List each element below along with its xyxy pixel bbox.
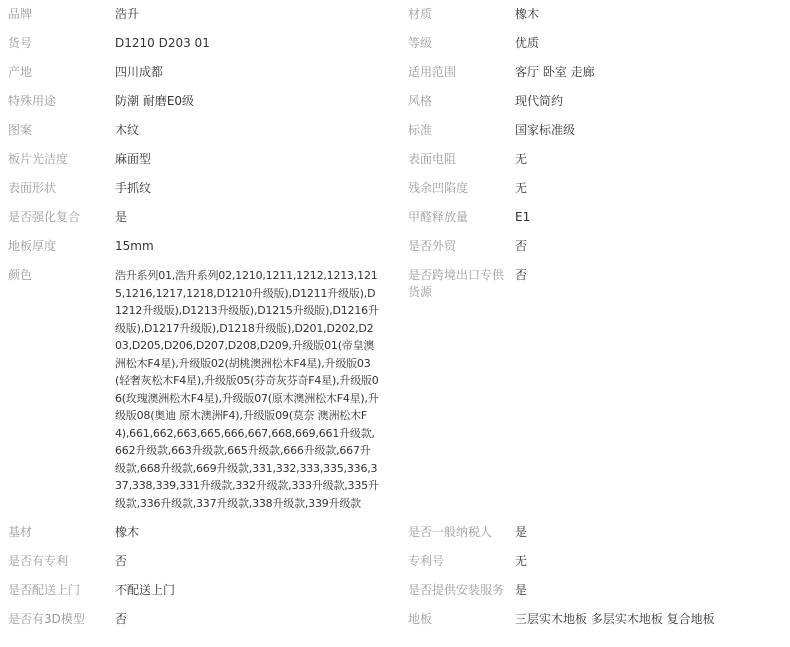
spec-value: 客厅 卧室 走廊	[515, 65, 595, 79]
spec-value: 否	[515, 268, 528, 282]
spec-value: 现代简约	[515, 94, 564, 108]
spec-label: 产地	[8, 65, 33, 79]
spec-label: 是否强化复合	[8, 210, 81, 224]
spec-label: 表面形状	[8, 181, 57, 195]
spec-value: 优质	[515, 36, 540, 50]
spec-value: D1210 D203 01	[115, 36, 210, 50]
spec-value: E1	[515, 210, 531, 224]
spec-value: 防潮 耐磨E0级	[115, 94, 195, 108]
spec-value: 四川成都	[115, 65, 164, 79]
spec-label: 风格	[408, 94, 433, 108]
spec-label: 是否有3D模型	[8, 612, 85, 626]
spec-label: 材质	[408, 7, 433, 21]
spec-value: 是	[115, 210, 128, 224]
spec-label: 专利号	[408, 554, 445, 568]
spec-row-delivery	[0, 576, 790, 605]
spec-row-substrate	[0, 518, 790, 547]
spec-row-origin	[0, 58, 790, 87]
spec-label: 是否外贸	[408, 239, 457, 253]
spec-value: 无	[515, 181, 528, 195]
spec-value: 是	[515, 525, 528, 539]
spec-row-surface-shape	[0, 174, 790, 203]
spec-label: 特殊用途	[8, 94, 57, 108]
spec-label: 货号	[8, 36, 33, 50]
spec-value: 三层实木地板 多层实木地板 复合地板	[515, 612, 715, 626]
spec-value: 否	[115, 554, 128, 568]
spec-value: 否	[115, 612, 128, 626]
spec-row-3d-model	[0, 605, 790, 634]
spec-label: 是否有专利	[8, 554, 69, 568]
spec-value: 橡木	[515, 7, 540, 21]
spec-label: 标准	[408, 123, 433, 137]
spec-value: 是	[515, 583, 528, 597]
spec-label: 地板厚度	[8, 239, 57, 253]
spec-label: 是否配送上门	[8, 583, 81, 597]
spec-label: 地板	[408, 612, 433, 626]
spec-row-special-use	[0, 87, 790, 116]
spec-label: 甲醛释放量	[408, 210, 469, 224]
spec-row-item-number	[0, 29, 790, 58]
spec-value-color-list: 浩升系列01,浩升系列02,1210,1211,1212,1213,1215,1216,1217,1218,D1210升级版),D1211升级版),D1212升级版),D1213升级版),D1215升级版),D1216升级版),D1217升级版),D1218升级版),D201,D202,D203,D205,D206,D207,D208,D209,升级版01(帝皇澳洲松木F4星),升级版02(胡桃澳洲松木F4星),升级版03(轻奢灰松木F4星),升级版05(芬奇灰芬奇F4星),升级版06(玫瑰澳洲松木F4星),升级版07(原木澳洲松木F4星),升级版08(奥迪 原木澳洲F4),升级版09(莫奈 澳洲松木F4),661,662,663,665,666,667,668,669,661升级款,662升级款,663升级款,665升级款,666升级款,667升级款,668升级款,669升级款,331,332,333,335,336,337,338,339,331升级款,332升级款,333升级款,335升级款,336升级款,337升级款,338升级款,339升级款	[115, 269, 379, 510]
spec-label: 表面电阻	[408, 152, 457, 166]
spec-value: 手抓纹	[115, 181, 152, 195]
spec-label: 图案	[8, 123, 33, 137]
spec-row-brand	[0, 0, 790, 29]
spec-label: 适用范围	[408, 65, 457, 79]
spec-value: 木纹	[115, 123, 140, 137]
spec-label: 板片光洁度	[8, 152, 69, 166]
spec-row-thickness	[0, 232, 790, 261]
spec-label: 品牌	[8, 7, 33, 21]
spec-value: 无	[515, 152, 528, 166]
spec-row-color	[0, 261, 790, 518]
spec-value: 不配送上门	[115, 583, 176, 597]
spec-value: 浩升	[115, 7, 140, 21]
spec-label: 残余凹陷度	[408, 181, 469, 195]
spec-value: 麻面型	[115, 152, 152, 166]
spec-label: 颜色	[8, 268, 33, 282]
spec-label: 等级	[408, 36, 433, 50]
spec-label: 是否一般纳税人	[408, 525, 493, 539]
spec-label: 是否提供安装服务	[408, 583, 505, 597]
spec-label: 基材	[8, 525, 33, 539]
spec-value: 国家标准级	[515, 123, 576, 137]
spec-value: 否	[515, 239, 528, 253]
spec-row-laminate	[0, 203, 790, 232]
spec-value: 无	[515, 554, 528, 568]
spec-row-finish	[0, 145, 790, 174]
spec-row-patent	[0, 547, 790, 576]
spec-value: 15mm	[115, 239, 154, 253]
spec-value: 橡木	[115, 525, 140, 539]
spec-label: 是否跨境出口专供货源	[408, 268, 505, 299]
spec-row-pattern	[0, 116, 790, 145]
